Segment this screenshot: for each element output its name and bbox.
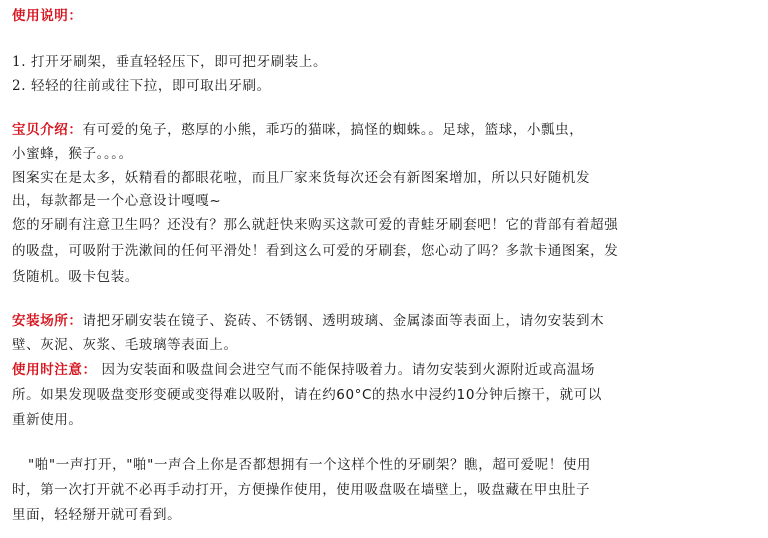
closing-line-3: 里面，轻轻掰开就可看到。 [12, 507, 182, 523]
intro-line-5: 您的牙刷有注意卫生吗？还没有？那么就赶快来购买这款可爱的青蛙牙刷套吧！它的背部有着超强 [12, 217, 619, 233]
notes-heading: 使用时注意： [12, 362, 97, 378]
install-line-1 [12, 311, 604, 331]
install-text: 请把牙刷安装在镜子、瓷砖、不锈钢、透明玻璃、金属漆面等表面上，请勿安装到木 [82, 313, 605, 329]
intro-line-6: 的吸盘，可吸附于洗漱间的任何平滑处！看到这么可爱的牙刷套，您心动了吗？多款卡通图案，发 [12, 243, 619, 259]
notes-text: 因为安装面和吸盘间会进空气而不能保持吸着力。请勿安装到火源附近或高温场 [101, 362, 596, 378]
usage-heading: 使用说明： [12, 8, 83, 24]
intro-line-7: 货随机。吸卡包装。 [12, 269, 139, 285]
install-heading: 安装场所： [12, 313, 83, 329]
notes-line-2: 所。如果发现吸盘变形变硬或变得难以吸附，请在约60°C的热水中浸约10分钟后擦干，就可以 [12, 387, 602, 403]
intro-line-3: 图案实在是太多，妖精看的都眼花啦，而且厂家来货每次还会有新图案增加，所以只好随机发 [12, 170, 591, 186]
notes-line-3: 重新使用。 [12, 412, 83, 428]
closing-line-2: 时，第一次打开就不必再手动打开，方便操作使用，使用吸盘吸在墙壁上，吸盘藏在甲虫肚子 [12, 482, 591, 498]
closing-line-1: "啪"一声打开，"啪"一声合上你是否都想拥有一个这样个性的牙刷架？瞧，超可爱呢！使用 [28, 457, 592, 473]
intro-line-4: 出，每款都是一个心意设计嘎嘎~ [12, 193, 222, 209]
notes-line-1 [12, 360, 595, 380]
intro-line-1 [12, 120, 583, 140]
intro-line-2: 小蜜蜂，猴子。。。。 [12, 146, 133, 162]
intro-text: 有可爱的兔子，憨厚的小熊，乖巧的猫咪，搞怪的蜘蛛。。足球，篮球，小瓢虫， [82, 122, 584, 138]
usage-step-1: 1. 打开牙刷架，垂直轻轻压下，即可把牙刷装上。 [12, 54, 328, 70]
intro-heading: 宝贝介绍： [12, 122, 83, 138]
install-line-2: 壁、灰泥、灰浆、毛玻璃等表面上。 [12, 337, 238, 353]
usage-step-2: 2. 轻轻的往前或往下拉，即可取出牙刷。 [12, 78, 271, 94]
